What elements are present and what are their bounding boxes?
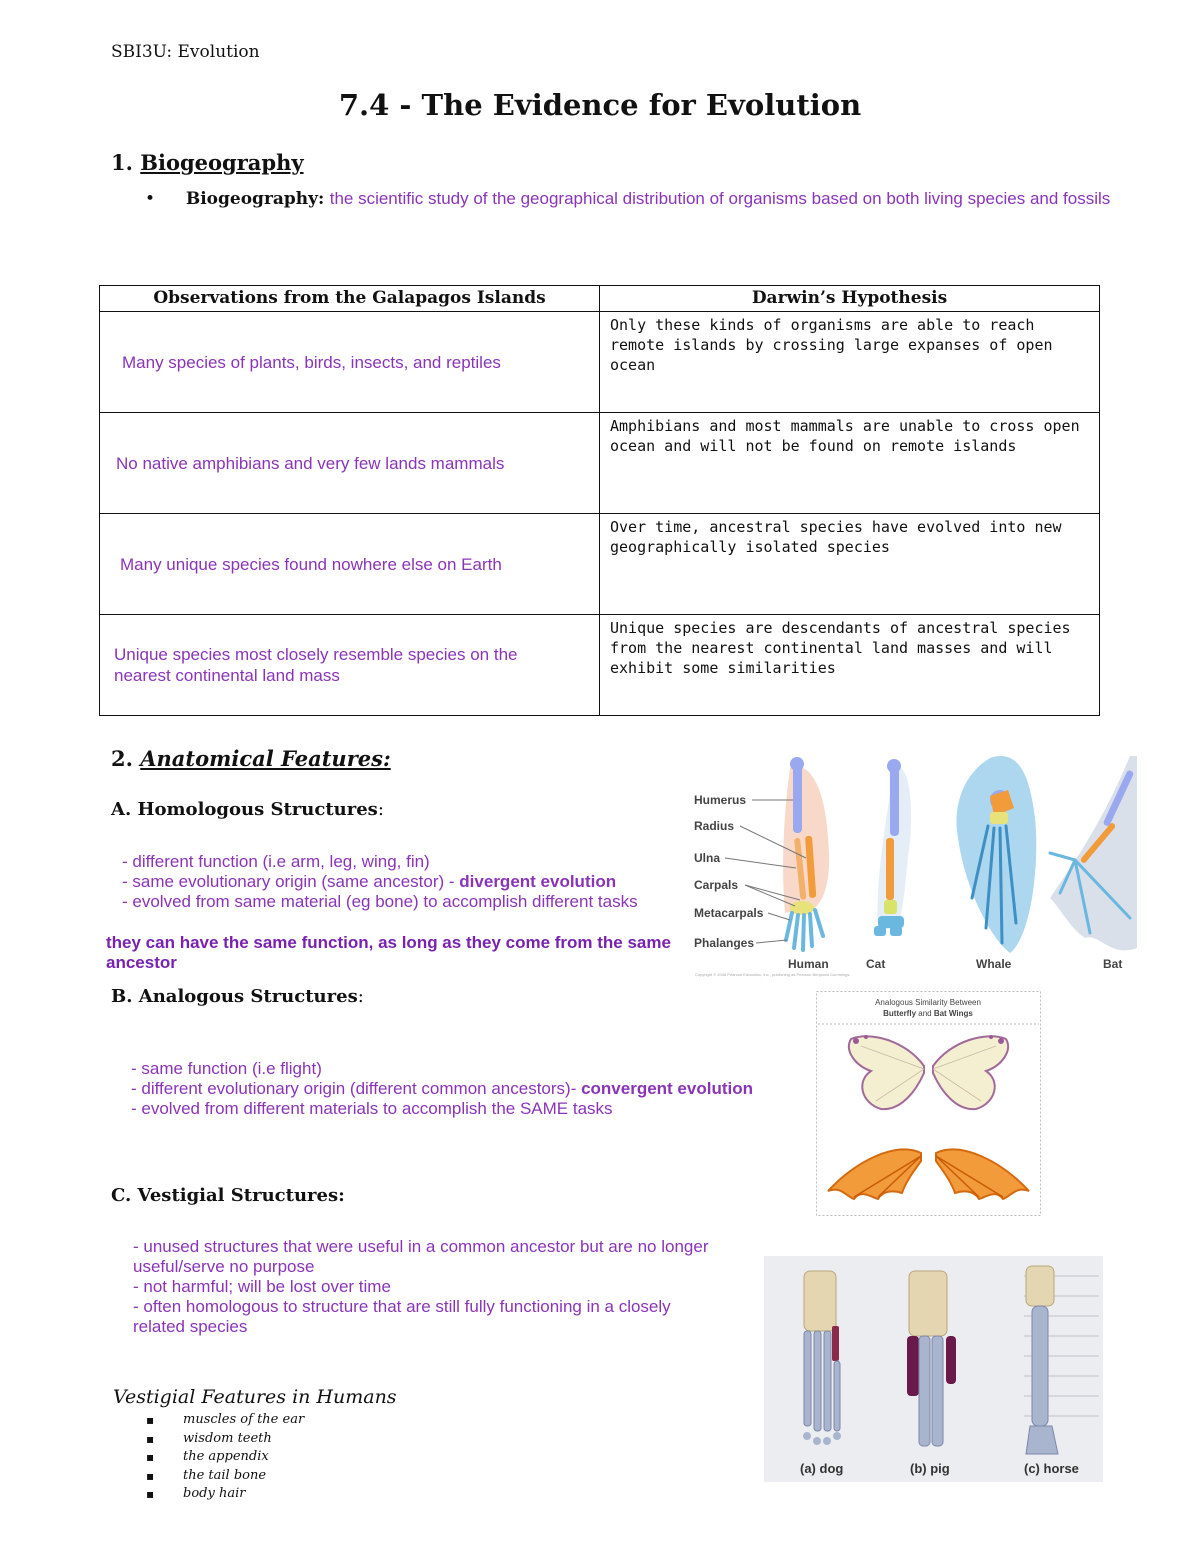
homologous-note: they can have the same function, as long as they come from the same ancestor bbox=[106, 933, 671, 972]
bat-wing-illustration bbox=[1050, 756, 1137, 950]
analogous-heading-text: B. Analogous Structures bbox=[111, 986, 358, 1007]
definition-text: the scientific study of the geographical distribution of organisms based on both living species and fossils bbox=[329, 189, 1111, 208]
vestigial-line-3: - often homologous to structure that are still fully functioning in a closely related species bbox=[133, 1297, 671, 1336]
analogous-figure-title-1: Analogous Similarity Between bbox=[875, 998, 981, 1007]
table-header-observations: Observations from the Galapagos Islands bbox=[100, 286, 600, 312]
list-item: ▪ the tail bone bbox=[146, 1467, 304, 1486]
hypothesis-cell: Amphibians and most mammals are unable to cross open ocean and will not be found on remote islands bbox=[610, 417, 1080, 455]
analogous-line-1: - same function (i.e flight) bbox=[131, 1059, 322, 1078]
vestigial-list bbox=[133, 1237, 743, 1337]
analogous-line-2 bbox=[131, 1079, 811, 1099]
hypothesis-cell: Unique species are descendants of ancestral species from the nearest continental land masses and will exhibit some similarities bbox=[610, 619, 1071, 677]
section-1-title: Biogeography bbox=[140, 150, 304, 175]
observation-cell: No native amphibians and very few lands mammals bbox=[116, 453, 505, 473]
homologous-line-1: - different function (i.e arm, leg, wing, fin) bbox=[122, 852, 430, 871]
vestigial-heading: C. Vestigial Structures: bbox=[111, 1185, 345, 1206]
divergent-evolution: divergent evolution bbox=[459, 872, 617, 891]
table-row bbox=[100, 413, 1100, 514]
section-2-number: 2. bbox=[111, 746, 133, 771]
label-ulna: Ulna bbox=[694, 851, 721, 865]
definition-term: Biogeography: bbox=[185, 189, 325, 209]
convergent-evolution: convergent evolution bbox=[581, 1079, 753, 1098]
homologous-line-2-text: - same evolutionary origin (same ancestor) - bbox=[122, 872, 460, 891]
biogeography-definition bbox=[145, 189, 1110, 209]
caption-dog: (a) dog bbox=[800, 1461, 844, 1476]
page-title: 7.4 - The Evidence for Evolution bbox=[338, 88, 862, 122]
analogous-line-2-text: - different evolutionary origin (different common ancestors)- bbox=[131, 1079, 582, 1098]
cat-leg-illustration bbox=[874, 759, 911, 936]
vestigial-humans-heading: Vestigial Features in Humans bbox=[113, 1386, 397, 1408]
analogous-figure-title-2 bbox=[883, 1009, 973, 1018]
galapagos-table bbox=[99, 285, 1100, 716]
label-humerus: Humerus bbox=[694, 793, 747, 807]
title-butterfly: Butterfly bbox=[883, 1009, 917, 1018]
vestigial-humans-list bbox=[146, 1411, 304, 1504]
hypothesis-cell: Over time, ancestral species have evolved into new geographically isolated species bbox=[610, 518, 1062, 556]
analogous-structures-figure bbox=[816, 991, 1041, 1216]
label-carpals: Carpals bbox=[694, 878, 739, 892]
section-2-title: Anatomical Features: bbox=[140, 746, 391, 771]
human-arm-illustration bbox=[783, 757, 829, 950]
vestigial-structures-figure bbox=[764, 1256, 1103, 1482]
caption-human: Human bbox=[788, 957, 829, 971]
course-header: SBI3U: Evolution bbox=[111, 42, 260, 62]
caption-horse: (c) horse bbox=[1024, 1461, 1079, 1476]
analogous-line-3: - evolved from different materials to accomplish the SAME tasks bbox=[131, 1099, 613, 1118]
observation-cell: Many unique species found nowhere else on Earth bbox=[120, 554, 502, 574]
analogous-colon: : bbox=[357, 986, 364, 1007]
table-row bbox=[100, 312, 1100, 413]
list-item: ▪ wisdom teeth bbox=[146, 1430, 304, 1449]
whale-flipper-illustration bbox=[957, 756, 1037, 953]
hypothesis-cell: Only these kinds of organisms are able to reach remote islands by crossing large expanses of open ocean bbox=[610, 316, 1053, 374]
observation-cell: Unique species most closely resemble species on the nearest continental land mass bbox=[114, 645, 518, 685]
caption-whale: Whale bbox=[976, 957, 1012, 971]
caption-cat: Cat bbox=[866, 957, 886, 971]
vestigial-line-1: - unused structures that were useful in a common ancestor but are no longer useful/serve no purpose bbox=[133, 1237, 709, 1276]
label-phalanges: Phalanges bbox=[694, 936, 755, 950]
homologous-structures-figure bbox=[690, 748, 1145, 978]
section-2-heading bbox=[111, 746, 391, 771]
homologous-colon: : bbox=[377, 799, 384, 820]
title-and: and bbox=[916, 1009, 934, 1018]
list-item: ▪ body hair bbox=[146, 1485, 304, 1504]
analogous-list bbox=[131, 1059, 811, 1119]
label-radius: Radius bbox=[694, 819, 735, 833]
analogous-heading bbox=[111, 986, 364, 1007]
table-row bbox=[100, 615, 1100, 716]
list-item: ▪ the appendix bbox=[146, 1448, 304, 1467]
homologous-line-2 bbox=[122, 872, 682, 892]
vestigial-line-2: - not harmful; will be lost over time bbox=[133, 1277, 391, 1296]
homologous-line-3: - evolved from same material (eg bone) to accomplish different tasks bbox=[122, 892, 638, 911]
homologous-heading bbox=[111, 799, 384, 820]
section-1-number: 1. bbox=[111, 150, 133, 175]
section-1-heading bbox=[111, 150, 304, 175]
table-row bbox=[100, 514, 1100, 615]
bullet: • bbox=[145, 189, 156, 209]
homologous-heading-text: A. Homologous Structures bbox=[111, 799, 378, 820]
title-bat-wings: Bat Wings bbox=[933, 1009, 973, 1018]
homologous-list bbox=[122, 852, 682, 912]
observation-cell: Many species of plants, birds, insects, and reptiles bbox=[122, 352, 501, 372]
label-metacarpals: Metacarpals bbox=[694, 906, 764, 920]
caption-bat: Bat bbox=[1103, 957, 1123, 971]
table-header-hypothesis: Darwin’s Hypothesis bbox=[600, 286, 1100, 312]
copyright-notice: Copyright © 2008 Pearson Education, Inc., publishing as Pearson Benjamin Cummings. bbox=[695, 972, 851, 977]
table-header-row bbox=[100, 286, 1100, 312]
list-item: ▪ muscles of the ear bbox=[146, 1411, 304, 1430]
caption-pig: (b) pig bbox=[910, 1461, 950, 1476]
